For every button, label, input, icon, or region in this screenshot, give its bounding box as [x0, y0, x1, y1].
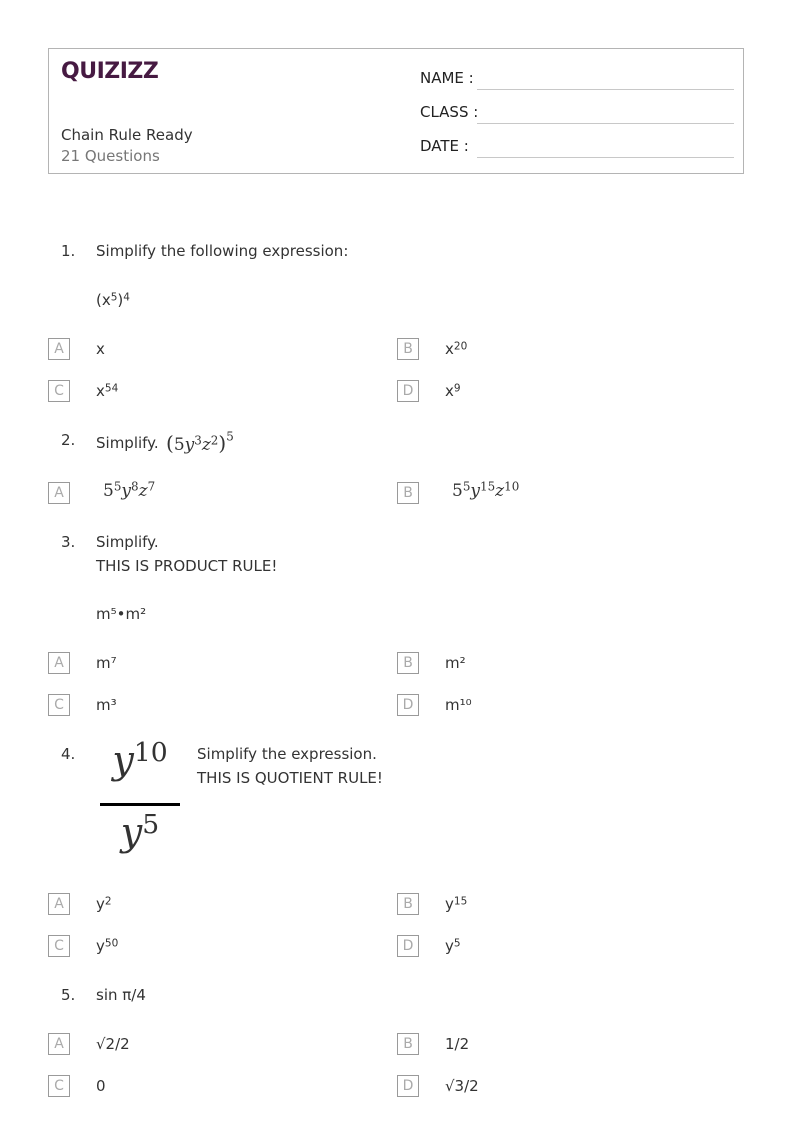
question-text-line-2: THIS IS QUOTIENT RULE! [197, 769, 383, 787]
option-text: $y^{15}$ [445, 895, 468, 913]
option-box-b[interactable]: B [397, 482, 419, 504]
fraction-image [100, 738, 180, 868]
fraction-denominator: $y^5$ [120, 809, 160, 854]
option-box-c[interactable]: C [48, 694, 70, 716]
option-text: $y^{50}$ [96, 937, 119, 955]
option-box-b[interactable]: B [397, 338, 419, 360]
option-text: m¹⁰ [445, 696, 472, 714]
option-box-a[interactable]: A [48, 1033, 70, 1055]
option-text: m⁷ [96, 654, 117, 672]
question-formula: $(5y^3z^2)^5$ [166, 429, 234, 455]
option-box-a[interactable]: A [48, 482, 70, 504]
question-number: 1. [61, 242, 76, 260]
option-text: m² [445, 654, 466, 672]
option-box-d[interactable]: D [397, 935, 419, 957]
option-text: $x^{20}$ [445, 340, 468, 358]
option-formula: $5^5y^8z^7$ [103, 479, 156, 501]
class-line [477, 123, 734, 124]
option-text: 1/2 [445, 1035, 470, 1053]
option-box-d[interactable]: D [397, 380, 419, 402]
option-text: $y^5$ [445, 937, 461, 955]
question-expression: m⁵•m² [96, 605, 147, 623]
question-text-line-2: THIS IS PRODUCT RULE! [96, 557, 278, 575]
option-text: √2/2 [96, 1035, 130, 1053]
question-text: Simplify the following expression: [96, 242, 349, 260]
question-text-line-1: Simplify the expression. [197, 745, 377, 763]
class-label: CLASS : [420, 103, 479, 121]
question-text: Simplify. [96, 434, 159, 452]
worksheet-title: Chain Rule Ready [61, 126, 193, 144]
option-text: $x^{54}$ [96, 382, 119, 400]
option-box-c[interactable]: C [48, 935, 70, 957]
option-box-c[interactable]: C [48, 1075, 70, 1097]
option-box-b[interactable]: B [397, 1033, 419, 1055]
question-number: 5. [61, 986, 76, 1004]
option-formula: $5^5y^{15}z^{10}$ [452, 479, 520, 501]
question-text: sin π/4 [96, 986, 146, 1004]
question-count: 21 Questions [61, 147, 160, 165]
question-number: 4. [61, 745, 76, 763]
option-text: m³ [96, 696, 117, 714]
option-text: $x^9$ [445, 382, 461, 400]
option-box-d[interactable]: D [397, 694, 419, 716]
question-number: 3. [61, 533, 76, 551]
fraction-bar [100, 803, 180, 806]
quizizz-logo: QUIZIZZ [61, 59, 159, 84]
fraction-numerator: $y^{10}$ [112, 737, 168, 782]
name-line [477, 89, 734, 90]
option-box-a[interactable]: A [48, 893, 70, 915]
option-box-c[interactable]: C [48, 380, 70, 402]
date-line [477, 157, 734, 158]
option-text: $y^2$ [96, 895, 112, 913]
date-label: DATE : [420, 137, 469, 155]
question-number: 2. [61, 431, 76, 449]
worksheet-header [48, 48, 744, 174]
option-box-b[interactable]: B [397, 652, 419, 674]
option-box-b[interactable]: B [397, 893, 419, 915]
option-text: 0 [96, 1077, 106, 1095]
option-text: √3/2 [445, 1077, 479, 1095]
name-label: NAME : [420, 69, 474, 87]
option-text: x [96, 340, 105, 358]
question-expression: $(x^5)^4$ [96, 291, 130, 309]
option-box-d[interactable]: D [397, 1075, 419, 1097]
question-text-line-1: Simplify. [96, 533, 159, 551]
option-box-a[interactable]: A [48, 338, 70, 360]
option-box-a[interactable]: A [48, 652, 70, 674]
